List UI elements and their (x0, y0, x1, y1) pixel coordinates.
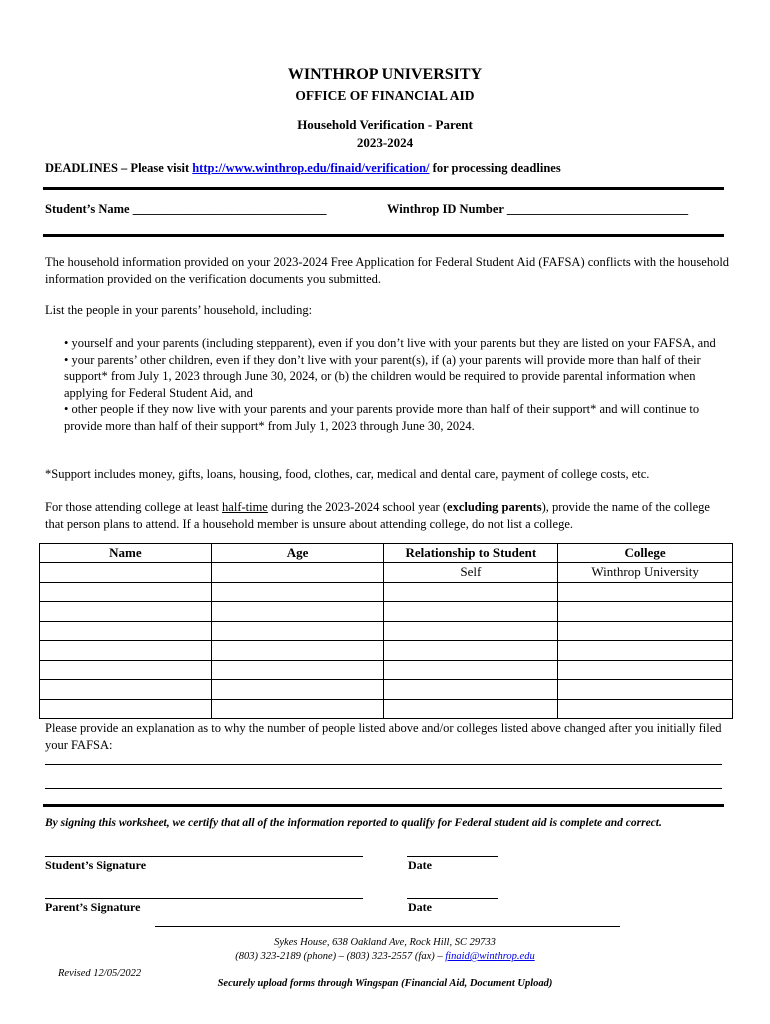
cell-college[interactable] (558, 582, 733, 602)
student-signature-label: Student’s Signature (45, 858, 147, 872)
cell-age[interactable] (211, 680, 384, 700)
excluding-parents-text: excluding parents (447, 500, 542, 514)
parent-date-line[interactable] (407, 898, 498, 899)
office-address: Sykes House, 638 Oakland Ave, Rock Hill, SC 29733 (274, 937, 496, 948)
deadlines-line (45, 161, 735, 176)
divider-top (43, 187, 724, 190)
office-contact (0, 951, 770, 962)
cell-age[interactable] (211, 563, 384, 583)
university-name: WINTHROP UNIVERSITY (287, 66, 483, 83)
email-link[interactable]: finaid@winthrop.edu (445, 951, 535, 962)
parent-signature-label: Parent’s Signature (45, 900, 141, 914)
table-row (40, 621, 733, 641)
college-instr-part3: ), provide the name of the college that person plans to attend. If a household member is unsure about attending college, do not list a college. (45, 500, 710, 531)
college-instructions (45, 499, 730, 532)
col-header-college: College (558, 544, 733, 563)
support-note: *Support includes money, gifts, loans, housing, food, clothes, car, medical and dental care, payment of college costs, etc. (45, 467, 650, 481)
cell-age[interactable] (211, 582, 384, 602)
cell-college[interactable] (558, 602, 733, 622)
cell-age[interactable] (211, 699, 384, 719)
cell-college[interactable]: Winthrop University (558, 563, 733, 583)
table-row (40, 641, 733, 661)
parent-signature-line[interactable] (45, 898, 363, 899)
divider-bottom (43, 804, 724, 807)
cell-relationship[interactable] (384, 660, 558, 680)
college-instr-part2: during the 2023-2024 school year ( (267, 500, 448, 514)
half-time-text: half-time (222, 500, 268, 514)
intro-text: The household information provided on your 2023-2024 Free Application for Federal Student Aid (FAFSA) conflicts with the household information provided on the verification documents you submitted. (45, 255, 730, 286)
verification-link[interactable]: http://www.winthrop.edu/finaid/verification/ (192, 161, 430, 175)
cell-age[interactable] (211, 621, 384, 641)
cell-name[interactable] (40, 641, 212, 661)
contact-numbers: (803) 323-2189 (phone) – (803) 323-2557 (fax) – (235, 951, 446, 962)
college-instr-part1: For those attending college at least (45, 500, 223, 514)
bullet-item: • yourself and your parents (including stepparent), even if you don’t live with your parents but they are listed on your FAFSA, and (64, 336, 716, 350)
cell-relationship[interactable] (384, 582, 558, 602)
bullet-item: • other people if they now live with your parents and your parents provide more than half of their support* and will continue to provide more than half of their support* from July 1, 2023 through June 30, 2024. (64, 402, 700, 433)
list-intro: List the people in your parents’ household, including: (45, 303, 313, 317)
cell-college[interactable] (558, 621, 733, 641)
table-row (40, 660, 733, 680)
col-header-relationship: Relationship to Student (384, 544, 558, 563)
student-signature-line[interactable] (45, 856, 363, 857)
cell-age[interactable] (211, 641, 384, 661)
cell-name[interactable] (40, 621, 212, 641)
cell-relationship[interactable]: Self (384, 563, 558, 583)
student-name-label: Student’s Name ____ (45, 202, 158, 216)
cell-relationship[interactable] (384, 680, 558, 700)
certification-text: By signing this worksheet, we certify that all of the information reported to qualify for Federal student aid is complete and correct. (45, 817, 662, 829)
explanation-line-1[interactable] (45, 764, 722, 765)
table-row (40, 699, 733, 719)
col-header-age: Age (211, 544, 384, 563)
cell-name[interactable] (40, 660, 212, 680)
cell-name[interactable] (40, 680, 212, 700)
cell-relationship[interactable] (384, 641, 558, 661)
table-header-row (40, 544, 733, 563)
student-name-blank[interactable]: ___________________________ (157, 202, 327, 216)
cell-relationship[interactable] (384, 602, 558, 622)
revised-date: Revised 12/05/2022 (58, 968, 142, 979)
office-name: OFFICE OF FINANCIAL AID (295, 88, 475, 103)
student-name-field[interactable] (45, 202, 326, 217)
col-header-name: Name (40, 544, 212, 563)
cell-college[interactable] (558, 699, 733, 719)
divider-mid (43, 234, 724, 237)
cell-name[interactable] (40, 699, 212, 719)
deadlines-suffix: for processing deadlines (429, 161, 561, 175)
table-row (40, 680, 733, 700)
parent-date-label: Date (408, 900, 432, 914)
cell-age[interactable] (211, 660, 384, 680)
cell-name[interactable] (40, 582, 212, 602)
cell-college[interactable] (558, 641, 733, 661)
table-row (40, 602, 733, 622)
cell-relationship[interactable] (384, 699, 558, 719)
form-year: 2023-2024 (356, 135, 414, 150)
student-date-label: Date (408, 858, 432, 872)
cell-age[interactable] (211, 602, 384, 622)
table-row (40, 563, 733, 583)
household-table (39, 543, 733, 719)
deadlines-prefix: DEADLINES – Please visit (45, 161, 193, 175)
winthrop-id-label: Winthrop ID Number (387, 202, 504, 216)
table-row (40, 582, 733, 602)
upload-note: Securely upload forms through Wingspan (Financial Aid, Document Upload) (217, 978, 553, 989)
explanation-line-2[interactable] (45, 788, 722, 789)
explanation-prompt: Please provide an explanation as to why the number of people listed above and/or colleges listed above changed after you initially filed your FAFSA: (45, 721, 722, 752)
cell-name[interactable] (40, 602, 212, 622)
cell-college[interactable] (558, 680, 733, 700)
form-title: Household Verification - Parent (297, 117, 473, 132)
winthrop-id-blank[interactable]: _____________________________ (506, 202, 689, 216)
cell-relationship[interactable] (384, 621, 558, 641)
cell-college[interactable] (558, 660, 733, 680)
footer-rule (155, 926, 620, 927)
cell-name[interactable] (40, 563, 212, 583)
bullet-item: • your parents’ other children, even if they don’t live with your parent(s), if (a) your parents will provide more than half of their support* from July 1, 2023 through June 30, 2024, or (b) the children would be required to provide parental information when applying for Federal Student Aid, and (64, 352, 701, 400)
student-date-line[interactable] (407, 856, 498, 857)
household-bullets (64, 335, 730, 434)
winthrop-id-field[interactable] (387, 202, 688, 217)
